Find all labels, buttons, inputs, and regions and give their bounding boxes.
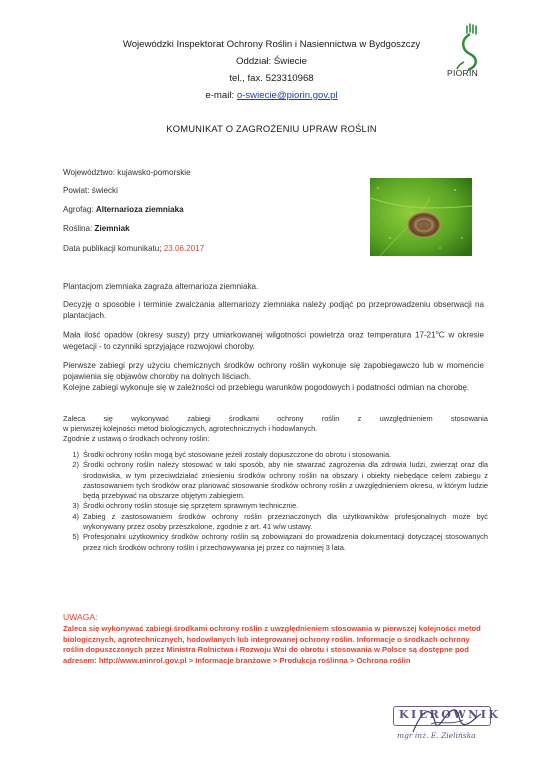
leaf-photo bbox=[370, 178, 472, 256]
email-link[interactable]: o-swiecie@piorin.gov.pl bbox=[236, 90, 338, 101]
word: stosowania bbox=[450, 414, 488, 423]
paragraph-decision: Decyzję o sposobie i terminie zwalczania alternariozy ziemniaka należy podjąć po przeprowadzeniu obserwacji na plantacjach. bbox=[63, 300, 484, 320]
paragraph-conditions bbox=[63, 328, 484, 352]
list-item bbox=[63, 501, 488, 511]
list-text: Zabieg z zastosowaniem środków ochrony roślin przeznaczonych dla użytkowników profesjonalnych może być wykonywany przez osoby przeszkolone, zgodnie z art. 41 w/w ustawy. bbox=[83, 511, 488, 532]
paragraph-threat: Plantacjom ziemniaka zagraża alternarioza ziemniaka. bbox=[63, 282, 259, 291]
word: uwzględnieniem bbox=[379, 414, 433, 423]
list-item bbox=[63, 450, 488, 460]
pest-value: Alternarioza ziemniaka bbox=[95, 205, 184, 214]
list-number: 2) bbox=[72, 460, 79, 470]
conditions-text-b: C w okresie wegetacji - to czynniki sprzyjające rozwojowi choroby. bbox=[63, 330, 484, 351]
date-value: 23.06.2017 bbox=[163, 244, 205, 253]
list-item bbox=[63, 460, 488, 501]
list-text: Środki ochrony roślin mogą być stosowane jeżeli zostały dopuszczone do obrotu i stosowania. bbox=[83, 450, 392, 459]
word: środkami bbox=[228, 414, 259, 423]
word: zabiegi bbox=[187, 414, 211, 423]
list-number: 1) bbox=[72, 450, 79, 459]
word: się bbox=[103, 414, 113, 423]
recommendation-line-3: Zgodnie z ustawą o środkach ochrony roślin: bbox=[63, 434, 210, 443]
plant-value: Ziemniak bbox=[94, 224, 130, 233]
recommendation-line-1 bbox=[63, 414, 488, 424]
warning-title: UWAGA: bbox=[63, 612, 98, 622]
institution-name: Wojewódzki Inspektorat Ochrony Roślin i Nasiennictwa w Bydgoszczy bbox=[122, 39, 421, 50]
page-title: KOMUNIKAT O ZAGROŻENIU UPRAW ROŚLIN bbox=[166, 123, 377, 134]
date-label: Data publikacji komunikatu; bbox=[63, 244, 164, 253]
phone-fax: tel., fax. 523310968 bbox=[229, 73, 314, 84]
list-text: Środki ochrony roślin stosuje się sprzętem sprawnym technicznie. bbox=[83, 501, 299, 511]
official-stamp bbox=[393, 700, 501, 746]
recommendation-line-2: w pierwszej kolejności metod biologicznych, agrotechnicznych i hodowlanych. bbox=[63, 424, 318, 433]
paragraph-first-treatment: Pierwsze zabiegi przy użyciu chemicznych środków ochrony roślin wykonuje się zapobiegawczo lub w momencie pojawienia się objawów choroby na dolnych liściach. bbox=[63, 361, 484, 381]
voivodeship: Województwo: kujawsko-pomorskie bbox=[63, 168, 191, 177]
branch-name: Oddział: Świecie bbox=[236, 56, 307, 67]
list-number: 3) bbox=[72, 501, 79, 511]
email-prefix: e-mail: bbox=[205, 90, 237, 101]
conditions-text-a: Mała ilość opadów (okresy suszy) przy umiarkowanej wilgotności powietrza oraz temperatura 17-21 bbox=[63, 330, 436, 340]
list-number: 4) bbox=[72, 511, 79, 521]
logo-text: PIORIN bbox=[447, 68, 479, 78]
word: z bbox=[357, 414, 362, 423]
word: wykonywać bbox=[131, 414, 169, 423]
stamp-title: KIEROWNIK bbox=[399, 708, 501, 721]
plant-row bbox=[63, 224, 130, 233]
word: Zaleca bbox=[63, 414, 86, 423]
stamp-name: mgr inż. E. Zielińska bbox=[397, 731, 476, 740]
pest-label: Agrofag: bbox=[63, 205, 96, 214]
law-requirements-list bbox=[63, 450, 488, 553]
word: roślin bbox=[321, 414, 340, 423]
list-item bbox=[63, 512, 488, 533]
word: ochrony bbox=[277, 414, 304, 423]
list-number: 5) bbox=[72, 532, 79, 542]
list-text: Profesjonalni użytkownicy środków ochrony roślin są zobowiązani do prowadzenia dokumentacji dotyczącej stosowanych przez nich środków ochrony roślin i przechowywania jej przez co najmniej 3 lata. bbox=[83, 532, 488, 552]
degree-superscript: o bbox=[435, 330, 439, 336]
list-item bbox=[63, 532, 488, 553]
paragraph-next-treatment: Kolejne zabiegi wykonuje się w zależności od przebiegu warunków pogodowych i podatności odmian na chorobę. bbox=[63, 383, 470, 392]
county: Powiat: świecki bbox=[63, 186, 118, 195]
plant-label: Roślina: bbox=[63, 224, 95, 233]
pest-row bbox=[63, 205, 184, 214]
email-line bbox=[0, 87, 543, 104]
list-text: Środki ochrony roślin należy stosować w taki sposób, aby nie stwarzać zagrożenia dla zdrowia ludzi, zwierząt oraz dla środowiska, w tym przeciwdziałać zniesieniu środków ochrony roślin na obszary i obiekty niebędące celem zabiegu z zastosowaniem tych środków oraz planować stosowanie środków ochrony roślin z uwzględnieniem okresu, w którym ludzie będą przebywać na obszarze objętym zabiegiem. bbox=[83, 460, 488, 501]
warning-text: Zaleca się wykonywać zabiegi środkami ochrony roślin z uwzględnieniem stosowania w pierwszej kolejności metod biologicznych, agrotechnicznych, hodowlanych lub integrowanej ochrony roślin. Informacje o środkach ochrony roślin dopuszczonych przez Ministra Rolnictwa i Rozwoju Wsi do obrotu i stosowania w Polsce są dostępne pod adresem: http://www.minrol.gov.pl > Informacje branżowe > Produkcja roślinna > Ochrona roślin bbox=[63, 624, 481, 665]
recommendation bbox=[63, 414, 488, 444]
date-row bbox=[63, 244, 204, 253]
